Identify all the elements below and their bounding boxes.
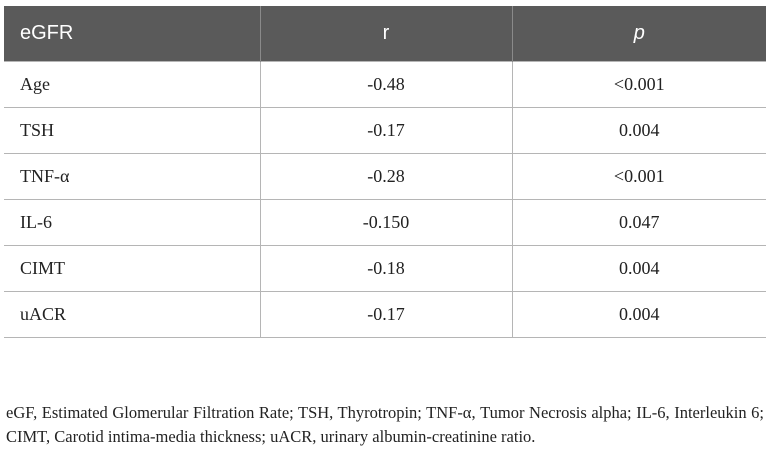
row-variable: uACR <box>4 292 260 338</box>
table-row <box>4 62 766 108</box>
row-variable: Age <box>4 62 260 108</box>
row-p-value: 0.047 <box>512 200 766 246</box>
table-row <box>4 292 766 338</box>
row-r-value: -0.18 <box>260 246 512 292</box>
row-p-value: <0.001 <box>512 154 766 200</box>
row-r-value: -0.28 <box>260 154 512 200</box>
table-header <box>4 6 766 62</box>
correlation-table-container <box>4 6 766 338</box>
row-variable: CIMT <box>4 246 260 292</box>
header-egfr: eGFR <box>4 6 260 62</box>
table-row <box>4 154 766 200</box>
row-p-value: 0.004 <box>512 108 766 154</box>
header-r: r <box>260 6 512 62</box>
row-p-value: 0.004 <box>512 292 766 338</box>
row-r-value: -0.150 <box>260 200 512 246</box>
table-row <box>4 200 766 246</box>
table-footnote: eGF, Estimated Glomerular Filtration Rate; TSH, Thyrotropin; TNF-α, Tumor Necrosis alpha; IL-6, Interleukin 6; CIMT, Carotid intima-media thickness; uACR, urinary albumin-creatinine ratio. <box>6 402 764 446</box>
header-p-label: p <box>633 22 645 44</box>
table-body <box>4 62 766 338</box>
table-row <box>4 108 766 154</box>
row-variable: TNF-α <box>4 154 260 200</box>
correlation-table <box>4 6 766 338</box>
header-p <box>512 6 766 62</box>
table-row <box>4 246 766 292</box>
row-variable: TSH <box>4 108 260 154</box>
row-r-value: -0.48 <box>260 62 512 108</box>
row-r-value: -0.17 <box>260 108 512 154</box>
row-p-value: <0.001 <box>512 62 766 108</box>
row-p-value: 0.004 <box>512 246 766 292</box>
row-variable: IL-6 <box>4 200 260 246</box>
row-r-value: -0.17 <box>260 292 512 338</box>
header-row <box>4 6 766 62</box>
